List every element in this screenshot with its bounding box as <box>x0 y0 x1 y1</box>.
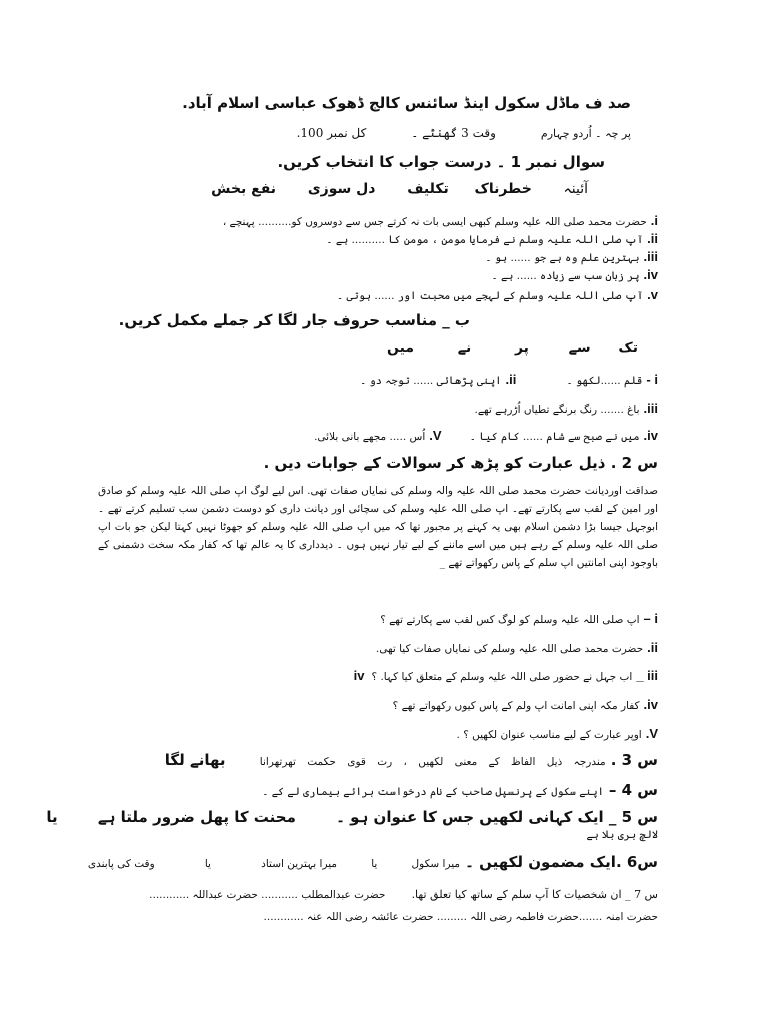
q1-item-2: ii.آپ صلی اللہ علیہ وسلم نے فرمایا مومن ، مومن کا .......... ہے ۔ <box>326 231 658 246</box>
q1b-line-3: iv.میں نے صبح سے شام ...... کام کیا ۔ V.اُس ..... مجھے بانی بلائی. <box>314 428 658 443</box>
q1-heading: سوال نمبر 1 ۔ درست جواب کا انتخاب کریں. <box>277 153 605 171</box>
q3-line <box>165 750 658 769</box>
q6-or-2: یا <box>204 858 211 870</box>
q1b-line-2: iii.باغ ....... رنگ برنگے تطیاں اُڑرہے تھے. <box>474 401 658 416</box>
q1-choice-5: نفع بخش <box>211 181 277 197</box>
q4-line <box>262 780 658 799</box>
q5-label: س 5 _ ایک کہانی لکھیں جس کا عنوان ہو ۔ <box>336 808 658 826</box>
q6-label: س6 .ایک مضمون لکھیں ۔ <box>465 853 658 871</box>
q2-question-2: ii.حضرت محمد صلی اللہ علیہ وسلم کی نمایاں صفات کیا تھی. <box>375 640 658 655</box>
q6-option-1: میرا سکول <box>411 858 461 870</box>
q5-or: یا <box>46 808 58 826</box>
q1b-choice-1: تک <box>618 340 638 356</box>
school-title: صد ف ماڈل سکول اینڈ سائنس کالج ڈھوک عباسی اسلام آباد. <box>182 94 631 112</box>
q1-choice-3: تکلیف <box>407 181 449 197</box>
q1b-choice-2: سے <box>568 340 591 356</box>
q1-choice-2: خطرناک <box>474 181 532 197</box>
q2-question-5: V.اوپر عبارت کے لیے مناسب عنوان لکھیں ؟ . <box>456 726 658 741</box>
q1b-line-1: i -قلم ......لکھو ۔ ii.اپنی پڑھائی ...... توجہ دو ۔ <box>360 372 658 387</box>
q1-choices <box>211 181 588 198</box>
q3-label: س 3 . <box>610 751 658 769</box>
q1b-choice-5: میں <box>387 340 414 356</box>
q3-text: مندرجہ ذیل الفاظ کے معنی لکھیں ، رت قوی حکمت تھرتھرانا <box>259 756 606 768</box>
q1b-choice-4: نے <box>457 340 472 356</box>
q1-item-4: iv.پر زبان سب سے زیادہ ...... ہے ۔ <box>491 267 658 282</box>
paper-time: وقت 3 گھنٹے ۔ <box>411 126 496 140</box>
q6-option-3: وقت کی پابندی <box>87 858 155 870</box>
q2-question-1: i –اپ صلی اللہ علیہ وسلم کو لوگ کس لقب سے پکارتے تھے ؟ <box>380 611 658 626</box>
q5-line <box>46 807 658 826</box>
q6-line <box>88 852 658 871</box>
q1-choice-4: دل سوزی <box>307 181 376 197</box>
q4-text: اپنے سکول کے پرنسپل صاحب کے نام درخواست برائے بیماری لے کے ۔ <box>262 786 604 798</box>
q6-option-2: میرا بہترین استاد <box>261 858 338 870</box>
paper-subject: پر چہ ۔ اُردو چہارم <box>540 127 631 140</box>
q2-heading: س 2 . ذیل عبارت کو پڑھ کر سوالات کے جوابات دیں . <box>263 454 658 472</box>
q1b-choice-3: پر <box>514 340 529 356</box>
q5-title-2: لالچ بری بلا ہے <box>586 829 658 841</box>
q1-choice-1: آئینہ <box>563 181 588 197</box>
q4-label: س 4 – <box>608 781 658 799</box>
q5-title-1: محنت کا پھل ضرور ملتا ہے <box>97 808 296 826</box>
q7-persons-2: حضرت امنہ .......حضرت فاطمہ رضی اللہ ......... حضرت عائشہ رضی اللہ عنہ ............ <box>263 911 658 923</box>
q1b-choices <box>387 340 638 357</box>
q6-or-1: یا <box>371 858 378 870</box>
q3-tail: بھانے لگا <box>164 751 226 769</box>
q1-item-1: i.حضرت محمد صلی اللہ علیہ وسلم کبھی ایسی بات نہ کرتے جس سے دوسروں کو.......... پہنچے ، <box>222 213 658 228</box>
q1-item-5: v.آپ صلی اللہ علیہ وسلم کے لہجے میں محبت اور ...... ہوتی ۔ <box>336 287 658 302</box>
paper-info-line <box>297 126 631 140</box>
q7-label: س 7 _ ان شخصیات کا آپ سلم کے ساتھ کیا تعلق تھا. <box>411 888 658 901</box>
q2-question-3: iii _اب جہل نے حضور صلی اللہ علیہ وسلم کے متعلق کیا کہا. ؟ iv <box>353 668 658 683</box>
q2-question-4: iv.کفار مکہ اپنی امانت اپ ولم کے پاس کیوں رکھواتے تھے ؟ <box>392 697 658 712</box>
q7-persons-1: حضرت عبدالمطلب ........... حضرت عبداللہ ............ <box>149 889 386 901</box>
q1-item-3: iii.بہترین علم وہ ہے جو ...... ہو ۔ <box>485 249 658 264</box>
q7-line-1 <box>149 883 658 902</box>
q2-passage: صداقت اوردیانت حضرت محمد صلی اللہ علیہ والہ وسلم کی نمایاں صفات تھی. اس لیے لوگ اپ صلی اللہ علیہ وسلم کو صادق اور امین کے لقب سے پکارتے تھے۔ اپ صلی اللہ علیہ وسلم کی سچائی اور دیانت داری کو دوست دشمن سب تسلیم کرتے تھے ۔ ابوجہل جیسا بڑا دشمن اسلام بھی یہ کہنے پر مجبور تھا کہ میں اپ صلی اللہ علیہ وسلم کو جھوٹا نہیں کہتا لیکن جو بات اپ صلی اللہ علیہ وسلم کے رہے ہیں میں اسے ماننے کے لیے تیار نہیں ہوں ۔ دیدداری کا یہ عالم تھا کہ کفار مکہ سخت دشمنی کے باوجود اپنی امانتیں اپ سلم کے پاس رکھواتے تھے _ <box>98 485 658 569</box>
q1b-heading: ب _ مناسب حروف جار لگا کر جملے مکمل کریں. <box>118 311 470 329</box>
paper-marks: کل نمبر 100. <box>296 126 367 140</box>
